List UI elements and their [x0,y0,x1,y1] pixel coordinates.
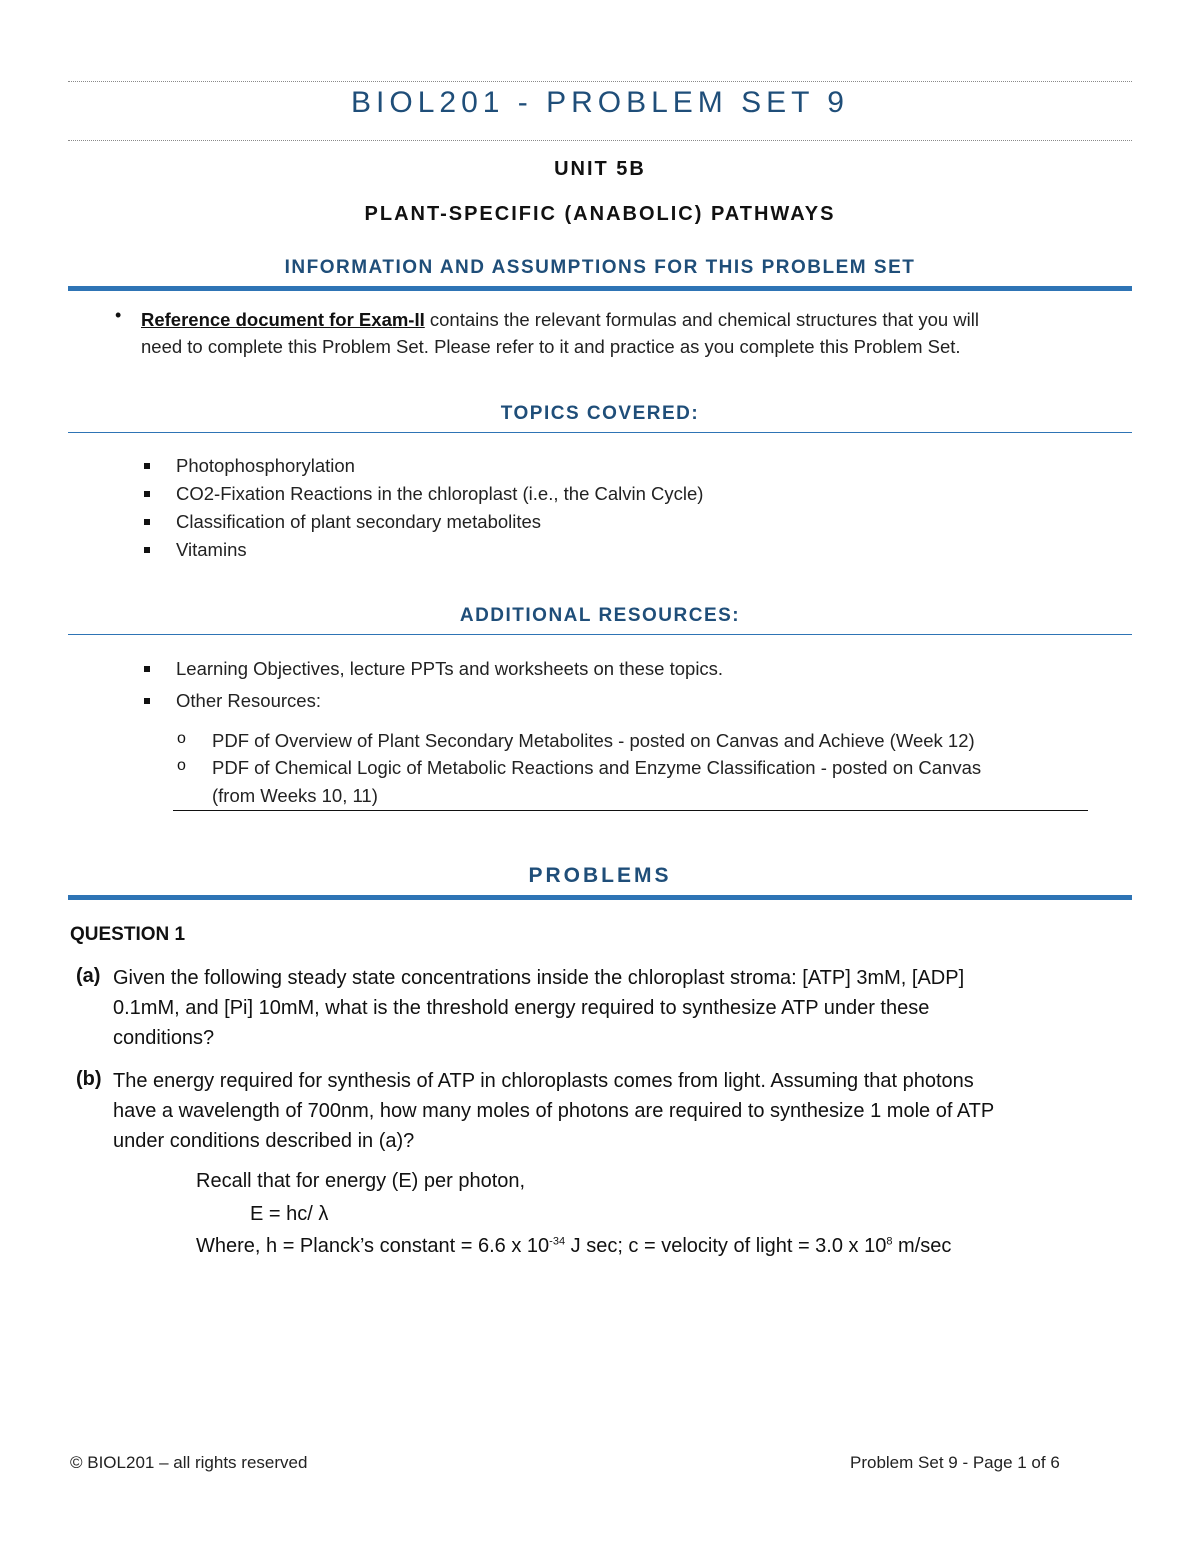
part-a-line: Given the following steady state concentrations inside the chloroplast stroma: [ATP] 3mM, [ADP] [113,967,965,989]
subtitle-heading: PLANT-SPECIFIC (ANABOLIC) PATHWAYS [364,203,836,225]
part-a-text [113,963,1113,1053]
light-exponent: 8 [886,1235,893,1248]
reference-document-link[interactable]: Reference document for Exam-II [141,309,425,330]
resources-end-rule [173,810,1088,811]
part-b-line: under conditions described in (a)? [113,1130,415,1152]
info-line-1 [141,306,1121,333]
part-b-text [113,1066,1113,1156]
part-b-line: The energy required for synthesis of ATP in chloroplasts comes from light. Assuming that photons [113,1070,974,1092]
resource-link[interactable]: PDF of Overview of Plant Secondary Metabolites - posted on Canvas and Achieve (Week 12) [212,730,975,751]
planck-exponent: -34 [549,1235,566,1248]
resource-link[interactable]: PDF of Chemical Logic of Metabolic Reactions and Enzyme Classification - posted on Canvas [212,757,982,778]
resource-item: Learning Objectives, lecture PPTs and worksheets on these topics. [176,658,724,679]
info-heading: INFORMATION AND ASSUMPTIONS FOR THIS PROBLEM SET [284,257,916,278]
bullet-square [144,519,150,525]
problems-rule [68,895,1132,900]
part-a-label: (a) [76,965,101,987]
bullet-square [144,463,150,469]
topic-item: Classification of plant secondary metabolites [176,511,542,532]
bullet-square [144,491,150,497]
recall-line: Recall that for energy (E) per photon, [196,1170,526,1192]
resource-link-continued: (from Weeks 10, 11) [212,785,378,806]
bullet-square [144,547,150,553]
resources-rule [68,634,1132,635]
equation: E = hc/ λ [250,1203,329,1225]
topic-item: Photophosphorylation [176,455,355,476]
part-a-line: 0.1mM, and [Pi] 10mM, what is the threshold energy required to synthesize ATP under these [113,997,930,1019]
unit-heading: UNIT 5B [554,158,646,180]
bullet-circle: o [177,730,186,747]
info-rule [68,286,1132,291]
footer-page-number: Problem Set 9 - Page 1 of 6 [850,1453,1060,1472]
info-line-1-rest: contains the relevant formulas and chemical structures that you will [424,309,979,330]
topic-item: Vitamins [176,539,247,560]
bullet-square [144,666,150,672]
resource-item: Other Resources: [176,690,321,711]
footer-copyright: © BIOL201 – all rights reserved [70,1453,308,1472]
info-line-2: need to complete this Problem Set. Please refer to it and practice as you complete this Problem Set. [141,336,961,357]
constants-line: Where, h = Planck’s constant = 6.6 x $10^{-34}$ J sec; c = velocity of light = 3.0 x $10^8$ m/sec [196,1235,952,1257]
part-a-line: conditions? [113,1027,215,1049]
resources-heading: ADDITIONAL RESOURCES: [459,605,741,626]
title-bottom-rule [68,140,1132,141]
part-b-label: (b) [76,1068,102,1090]
document-title: BIOL201 - PROBLEM SET 9 [351,86,849,119]
topics-rule [68,432,1132,433]
topic-item: CO2-Fixation Reactions in the chloroplast (i.e., the Calvin Cycle) [176,483,704,504]
bullet-dot: • [115,305,122,325]
topics-heading: TOPICS COVERED: [500,403,700,424]
title-top-rule [68,81,1132,82]
question-title: QUESTION 1 [70,924,186,945]
part-b-line: have a wavelength of 700nm, how many moles of photons are required to synthesize 1 mole of ATP [113,1100,995,1122]
bullet-square [144,698,150,704]
bullet-circle: o [177,757,186,774]
problems-heading: PROBLEMS [528,864,672,887]
